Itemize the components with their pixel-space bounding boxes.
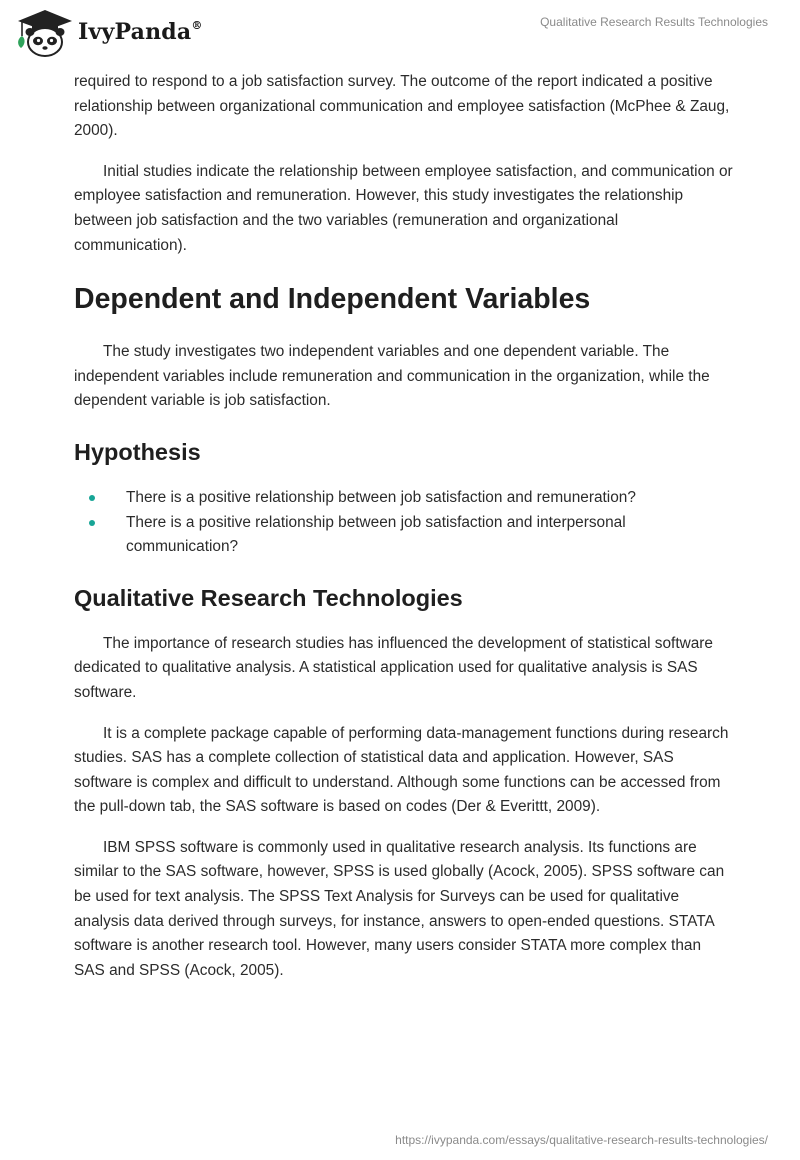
paragraph: It is a complete package capable of performing data-management functions during research studies. SAS has a complete collection of statistical data and application. However, SAS software is complex and difficult to understand. Although some functions can be accessed from the pull-down tab, the SAS software is based on codes (Der & Everittt, 2009). (74, 724, 729, 816)
article-content (74, 70, 734, 999)
section-heading-variables: Dependent and Independent Variables (74, 283, 591, 316)
page-header (0, 0, 800, 70)
list-item (74, 511, 734, 560)
brand-name: IvyPanda® (78, 18, 203, 45)
paragraph: required to respond to a job satisfaction survey. The outcome of the report indicated a positive relationship between organizational communication and employee satisfaction (McPhee & Zaug, 2000). (74, 73, 730, 140)
paragraph: Initial studies indicate the relationship between employee satisfaction, and communication or employee satisfaction and remuneration. However, this study investigates the relationship between job satisfaction and the two variables (remuneration and organizational communication). (74, 162, 733, 254)
paragraph: IBM SPSS software is commonly used in qualitative research analysis. Its functions are similar to the SAS software, however, SPSS is used globally (Acock, 2005). SPSS software can be used for text analysis. The SPSS Text Analysis for Surveys can be used for qualitative analysis data derived through surveys, for instance, answers to open-ended questions. STATA software is another research tool. However, many users consider STATA more complex than SAS and SPSS (Acock, 2005). (74, 838, 725, 979)
paragraph: The study investigates two independent variables and one dependent variable. The independent variables include remuneration and communication in the organization, while the dependent variable is job satisfaction. (74, 343, 710, 410)
list-item-text: There is a positive relationship between job satisfaction and interpersonal communication? (126, 513, 626, 556)
section-heading-hypothesis: Hypothesis (74, 438, 201, 465)
panda-graduate-logo-icon (14, 8, 76, 58)
paragraph: The importance of research studies has influenced the development of statistical software dedicated to qualitative analysis. A statistical application used for qualitative analysis is SAS software. (74, 634, 713, 701)
document-title: Qualitative Research Results Technologies (540, 15, 768, 29)
list-item (74, 486, 734, 511)
bullet-icon (89, 495, 95, 501)
list-item-text: There is a positive relationship between job satisfaction and remuneration? (126, 488, 636, 506)
source-url[interactable]: https://ivypanda.com/essays/qualitative-research-results-technologies/ (395, 1133, 768, 1147)
bullet-icon (89, 520, 95, 526)
brand-logo[interactable] (14, 8, 203, 58)
section-heading-technologies: Qualitative Research Technologies (74, 584, 463, 611)
hypothesis-list (74, 486, 734, 560)
